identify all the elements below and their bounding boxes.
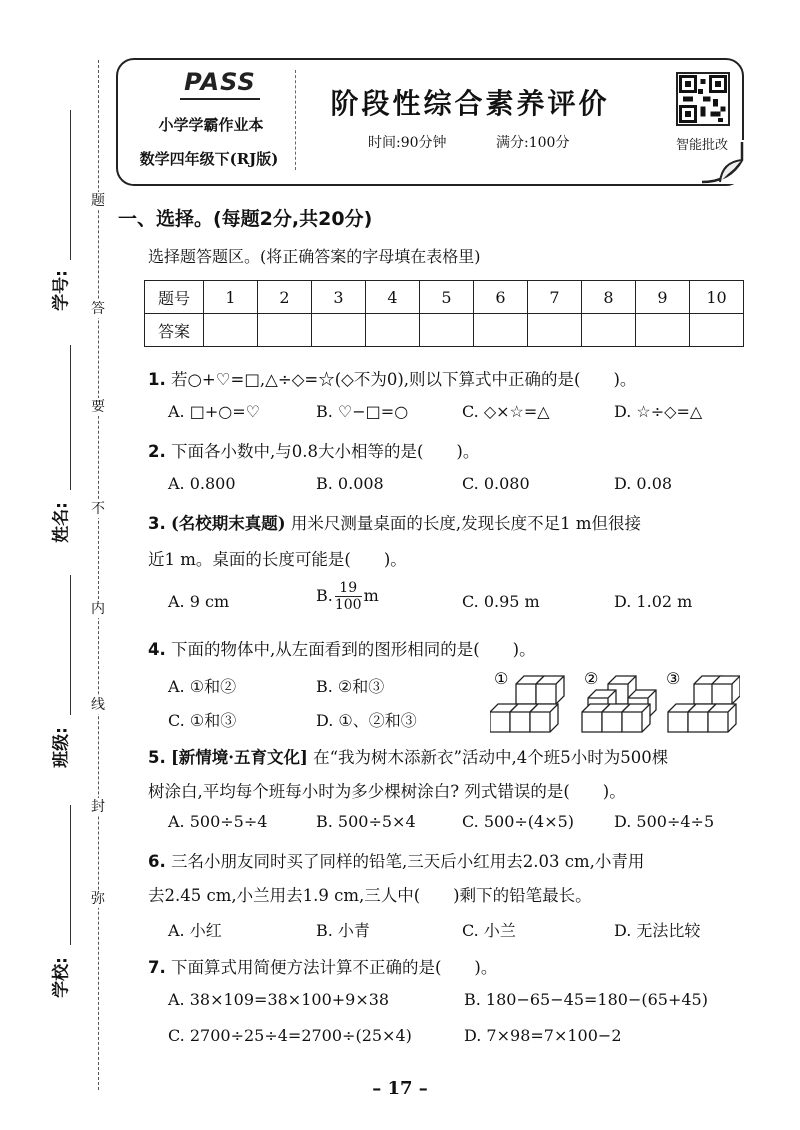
question-text: 三名小朋友同时买了同样的铅笔,三天后小红用去2.03 cm,小青用 [171, 852, 645, 871]
page-number: – 17 – [372, 1078, 428, 1099]
option-c[interactable]: C. 0.080 [462, 474, 530, 493]
school-line[interactable] [70, 805, 71, 945]
option-a[interactable]: A. 9 cm [168, 592, 230, 611]
qr-code-icon[interactable] [676, 72, 730, 126]
student-id-label: 学号: [51, 270, 72, 311]
qr-label: 智能批改 [675, 138, 728, 153]
option-c[interactable]: C. 小兰 [462, 921, 516, 940]
answer-cell[interactable] [258, 314, 312, 347]
seal-char: 要 [86, 398, 110, 416]
option-a[interactable]: A. □+○=♡ [168, 402, 260, 421]
option-b[interactable]: B. 500÷5×4 [316, 812, 416, 831]
binding-dashed-line [98, 60, 99, 1090]
book-grade: 数学四年级下(RJ版) [139, 150, 279, 168]
question-number: 3. [148, 514, 166, 533]
seal-char: 题 [86, 192, 110, 210]
question-text: 在“我为树木添新衣”活动中,4个班5小时为500棵 [313, 748, 669, 767]
seal-char: 内 [86, 600, 110, 618]
book-name: 小学学霸作业本 [158, 116, 264, 134]
question-6 [148, 848, 644, 872]
question-5 [148, 744, 668, 768]
option-d[interactable]: D. 7×98=7×100−2 [464, 1026, 622, 1045]
seal-char: 答 [86, 300, 110, 318]
question-text: 下面各小数中,与0.8大小相等的是( )。 [171, 442, 480, 461]
option-c[interactable]: C. ①和③ [168, 711, 237, 730]
section-note: 选择题答题区。(将正确答案的字母填在表格里) [148, 247, 481, 266]
question-6-line2: 去2.45 cm,小兰用去1.9 cm,三人中( )剩下的铅笔最长。 [148, 886, 592, 905]
question-number: 4. [148, 640, 166, 659]
class-line[interactable] [70, 575, 71, 715]
table-header-cell: 题号 [145, 281, 204, 314]
seal-char: 封 [86, 798, 110, 816]
pass-logo: PASS [180, 68, 260, 100]
student-id-line[interactable] [70, 110, 71, 260]
question-number: 5. [148, 748, 166, 767]
option-c[interactable]: C. 500÷(4×5) [462, 812, 575, 831]
question-number: 7. [148, 958, 166, 977]
question-number: 1. [148, 370, 166, 389]
option-b[interactable]: B. ②和③ [316, 677, 385, 696]
question-text: 若○+♡=□,△÷◇=☆(◇不为0),则以下算式中正确的是( )。 [171, 370, 637, 389]
question-number-cell: 3 [312, 281, 366, 314]
header-divider [295, 70, 296, 170]
question-text: 用米尺测量桌面的长度,发现长度不足1 m但很接 [290, 514, 642, 533]
question-2 [148, 438, 479, 462]
answer-cell[interactable] [582, 314, 636, 347]
question-3-line2: 近1 m。桌面的长度可能是( )。 [148, 550, 407, 569]
question-number-cell: 8 [582, 281, 636, 314]
answer-cell[interactable] [690, 314, 744, 347]
fraction [335, 580, 362, 613]
option-b[interactable]: B. ♡−□=○ [316, 402, 409, 421]
option-d[interactable]: D. ①、②和③ [316, 711, 417, 730]
option-d[interactable]: D. ☆÷◇=△ [614, 402, 703, 421]
cube-figures [490, 668, 740, 736]
table-row [145, 281, 744, 314]
name-label: 姓名: [51, 502, 72, 543]
fraction-numerator: 19 [339, 580, 358, 596]
question-number: 6. [148, 852, 166, 871]
question-number-cell: 7 [528, 281, 582, 314]
question-text: 下面算式用简便方法计算不正确的是( )。 [171, 958, 498, 977]
figure-label: ③ [666, 669, 681, 688]
option-a[interactable]: A. 500÷5÷4 [168, 812, 268, 831]
table-header-cell: 答案 [145, 314, 204, 347]
option-b[interactable]: B. 小青 [316, 921, 370, 940]
option-b[interactable]: B. 180−65−45=180−(65+45) [464, 990, 708, 1009]
option-a[interactable]: A. 38×109=38×100+9×38 [168, 990, 390, 1009]
name-line[interactable] [70, 345, 71, 490]
answer-cell[interactable] [366, 314, 420, 347]
option-letter: B. [316, 586, 333, 605]
question-7 [148, 954, 497, 978]
answer-cell[interactable] [420, 314, 474, 347]
school-label: 学校: [51, 957, 72, 998]
question-1 [148, 366, 636, 390]
option-b[interactable] [316, 580, 379, 613]
option-c[interactable]: C. 2700÷25÷4=2700÷(25×4) [168, 1026, 412, 1045]
question-text: 下面的物体中,从左面看到的图形相同的是( )。 [171, 640, 536, 659]
fraction-unit: m [363, 586, 379, 605]
answer-cell[interactable] [204, 314, 258, 347]
question-3 [148, 510, 641, 534]
option-c[interactable]: C. 0.95 m [462, 592, 540, 611]
option-d[interactable]: D. 0.08 [614, 474, 673, 493]
fraction-denominator: 100 [334, 597, 362, 613]
full-score: 满分:100分 [496, 135, 570, 151]
seal-char: 不 [86, 500, 110, 518]
class-label: 班级: [51, 727, 72, 768]
question-number-cell: 2 [258, 281, 312, 314]
question-number-cell: 1 [204, 281, 258, 314]
section-title: 一、选择。(每题2分,共20分) [118, 208, 373, 230]
option-a[interactable]: A. 小红 [168, 921, 222, 940]
option-d[interactable]: D. 1.02 m [614, 592, 693, 611]
option-d[interactable]: D. 500÷4÷5 [614, 812, 715, 831]
question-5-line2: 树涂白,平均每个班每小时为多少棵树涂白? 列式错误的是( )。 [148, 782, 626, 801]
question-4 [148, 636, 536, 660]
question-number-cell: 6 [474, 281, 528, 314]
seal-char: 弥 [86, 890, 110, 908]
exam-time: 时间:90分钟 [368, 135, 447, 151]
question-number-cell: 5 [420, 281, 474, 314]
question-number-cell: 4 [366, 281, 420, 314]
answer-cell[interactable] [636, 314, 690, 347]
table-row [145, 314, 744, 347]
option-c[interactable]: C. ◇×☆=△ [462, 402, 550, 421]
answer-cell[interactable] [474, 314, 528, 347]
question-number-cell: 10 [690, 281, 744, 314]
answer-cell[interactable] [312, 314, 366, 347]
question-tag: [新情境·五育文化] [171, 748, 308, 767]
seal-char: 线 [86, 696, 110, 714]
figure-label: ① [494, 669, 509, 688]
answer-table [144, 280, 744, 347]
option-a[interactable]: A. ①和② [168, 677, 237, 696]
answer-cell[interactable] [528, 314, 582, 347]
figure-label: ② [584, 669, 599, 688]
option-b[interactable]: B. 0.008 [316, 474, 384, 493]
page-title: 阶段性综合素养评价 [330, 87, 610, 120]
option-a[interactable]: A. 0.800 [168, 474, 236, 493]
question-number-cell: 9 [636, 281, 690, 314]
question-tag: (名校期末真题) [171, 514, 286, 533]
question-number: 2. [148, 442, 166, 461]
option-d[interactable]: D. 无法比较 [614, 921, 701, 940]
